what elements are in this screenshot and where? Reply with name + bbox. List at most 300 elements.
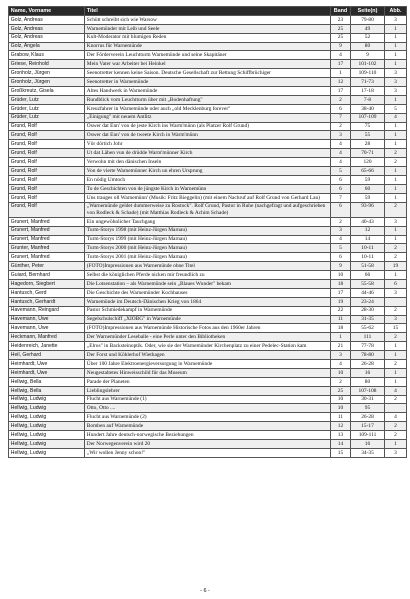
cell-title: Der Warnemünder Leseballe - eine Perle unter den Bibliotheken (85, 333, 331, 342)
table-row (9, 33, 407, 42)
cell-name: Grund, Rolf (9, 122, 85, 131)
cell-volume: 2 (331, 95, 351, 104)
cell-name: Hellwig, Ludwig (9, 448, 85, 457)
table-row (9, 167, 407, 176)
cell-name: Grunert, Manfred (9, 217, 85, 226)
table-row (9, 306, 407, 315)
table-row (9, 184, 407, 193)
cell-volume: 15 (331, 448, 351, 457)
cell-pages: 109-110 (351, 69, 385, 78)
cell-name: Grund, Rolf (9, 140, 85, 149)
cell-title: Uns trauges oll Warnemünn' (Musik: Fritz Bieggelin) (mit einem Nachruf auf Rolf Grund von Gerhard Lau) (85, 193, 331, 202)
cell-title: Altes Handwerk in Warnemünde (85, 87, 331, 96)
cell-pages: 120 (351, 158, 385, 167)
cell-name: Grüder, Lutz (9, 113, 85, 122)
table-row (9, 78, 407, 87)
cell-title: Pastor Schmiedekampf in Warnemünde (85, 306, 331, 315)
cell-title: To de Geschichten von de jüngste Kirch in Warnemünn (85, 184, 331, 193)
table-row (9, 226, 407, 235)
cell-name: Grund, Rolf (9, 184, 85, 193)
table-row (9, 271, 407, 280)
cell-volume: 25 (331, 33, 351, 42)
cell-figures (385, 297, 407, 306)
table-row (9, 104, 407, 113)
cell-name: Griese, Reinhold (9, 60, 85, 69)
cell-name: Golz, Andreas (9, 15, 85, 24)
cell-figures: 1 (385, 235, 407, 244)
table-row (9, 87, 407, 96)
cell-title: Der Norwegenverein wird 20 (85, 440, 331, 449)
cell-pages: 93-96 (351, 202, 385, 217)
cell-pages: 10-11 (351, 244, 385, 253)
cell-figures: 1 (385, 42, 407, 51)
cell-figures: 15 (385, 324, 407, 333)
cell-volume: 17 (331, 288, 351, 297)
table-row (9, 95, 407, 104)
cell-pages: 78-80 (351, 351, 385, 360)
cell-title: „Wir wollen Jenny schon!" (85, 448, 331, 457)
cell-figures: 2 (385, 158, 407, 167)
table-row (9, 324, 407, 333)
cell-name: Grund, Rolf (9, 167, 85, 176)
cell-name: Grund, Rolf (9, 175, 85, 184)
cell-name: Guiard, Bernhard (9, 271, 85, 280)
cell-title: Rundblick vom Leuchtturm über mit „Bodenhaftung" (85, 95, 331, 104)
cell-volume: 12 (331, 78, 351, 87)
cell-pages: 10-11 (351, 253, 385, 262)
cell-figures: 1 (385, 24, 407, 33)
cell-title: Seenotretter in Warnemünde (85, 78, 331, 87)
cell-name: Heimhardt, Uwe (9, 368, 85, 377)
cell-name: Grund, Rolf (9, 193, 85, 202)
cell-title: Warnemünder mit Leib und Seele (85, 24, 331, 33)
cell-figures: 2 (385, 244, 407, 253)
cell-name: Grüder, Lutz (9, 95, 85, 104)
cell-figures (385, 404, 407, 413)
table-row (9, 15, 407, 24)
cell-figures: 1 (385, 440, 407, 449)
cell-name: Günther, Peter (9, 262, 85, 271)
cell-figures: 3 (385, 288, 407, 297)
cell-title: Parade der Planeten (85, 377, 331, 386)
table-row (9, 217, 407, 226)
cell-volume: 10 (331, 368, 351, 377)
cell-title: Die Geschichte des Warnemünder Kochhauses (85, 288, 331, 297)
cell-title: „Elros" in Backsteinoptik. Oder, wie sie der Warnemünder Kirchenplatz zu einer Pedelec-Station kam (85, 342, 331, 351)
cell-title: Turm-Storys 1999 (mit Heinz-Jürgen Marnau) (85, 235, 331, 244)
cell-title: Die Lotsenstation – als Warnemünde sein „Blaues Wunder" bekam (85, 280, 331, 289)
cell-pages: 31-35 (351, 315, 385, 324)
cell-volume: 4 (331, 235, 351, 244)
header-title: Titel (85, 7, 331, 16)
cell-title: (FOTO)Impressionen aus Warnemünde ohne Titel (85, 262, 331, 271)
cell-name: Golz, Andreas (9, 24, 85, 33)
cell-name: Grund, Rolf (9, 202, 85, 217)
table-row (9, 24, 407, 33)
cell-name: Hellwig, Ludwig (9, 413, 85, 422)
cell-volume: 19 (331, 297, 351, 306)
cell-title: Oswer dat Enn' von de jeste Kirch ins Warm'münn (als Platzer Rolf Grund) (85, 122, 331, 131)
cell-pages: 107-108 (351, 386, 385, 395)
cell-title: Kreuzfahrer in Warnemünde oder auch „old Mecklenburg forever" (85, 104, 331, 113)
cell-title: Schütt schreibt sich wie Warsow (85, 15, 331, 24)
cell-figures: 1 (385, 351, 407, 360)
cell-volume: 23 (331, 15, 351, 24)
cell-pages: 52 (351, 33, 385, 42)
cell-pages: 28-30 (351, 306, 385, 315)
table-row (9, 342, 407, 351)
cell-name: Hellwig, Bella (9, 386, 85, 395)
cell-pages: 7-8 (351, 95, 385, 104)
cell-figures: 3 (385, 78, 407, 87)
cell-name: Hantusch, Gerd (9, 288, 85, 297)
cell-volume: 7 (331, 193, 351, 202)
cell-volume: 6 (331, 253, 351, 262)
cell-volume: 17 (331, 87, 351, 96)
cell-figures: 5 (385, 104, 407, 113)
cell-title: En nödig Umtoch (85, 175, 331, 184)
cell-figures: 19 (385, 262, 407, 271)
cell-pages: 55 (351, 131, 385, 140)
cell-name: Heimhardt, Uwe (9, 360, 85, 369)
table-row (9, 140, 407, 149)
table-row (9, 69, 407, 78)
table-row (9, 404, 407, 413)
cell-name: Grund, Rolf (9, 149, 85, 158)
cell-volume: 3 (331, 131, 351, 140)
cell-pages: 77-78 (351, 342, 385, 351)
cell-title: Flucht aus Warnemünde (2) (85, 413, 331, 422)
cell-pages: 49 (351, 24, 385, 33)
cell-volume: 1 (331, 333, 351, 342)
cell-name: Gronholz, Jürgen (9, 78, 85, 87)
cell-name: Hellwig, Ludwig (9, 404, 85, 413)
table-row (9, 413, 407, 422)
cell-figures: 3 (385, 448, 407, 457)
cell-name: Grunert, Manfred (9, 235, 85, 244)
cell-figures: 2 (385, 149, 407, 158)
cell-figures: 3 (385, 315, 407, 324)
cell-title: Segelschulschiff „XIOBG" in Warnemünde (85, 315, 331, 324)
cell-pages: 80 (351, 377, 385, 386)
cell-volume: 10 (331, 271, 351, 280)
cell-name: Grunter, Manfred (9, 244, 85, 253)
cell-volume: 25 (331, 386, 351, 395)
cell-name: Grüder, Lutz (9, 104, 85, 113)
cell-title: Seenotretter kennen keine Saison. Deutsche Gesellschaft zur Rettung Schiffbrüchiger (85, 69, 331, 78)
cell-title: Von de vierte Warnemünner Kirch un ehren Ursprung (85, 167, 331, 176)
cell-title: (FOTO)Impressionen aus Warnemünde Historische Fotos aus den 1960er Jahren (85, 324, 331, 333)
cell-title: Der Forst und Köhlerhof Wiethagen (85, 351, 331, 360)
cell-title: Ut dat Läben vun de drüdde Warm'münner Kirch (85, 149, 331, 158)
cell-name: Hellwig, Ludwig (9, 431, 85, 440)
cell-figures: 3 (385, 15, 407, 24)
table-row (9, 351, 407, 360)
header-pages: Seite(n) (351, 7, 385, 16)
cell-title: Selbst die königlichen Pferde nicken mir freundlich zu (85, 271, 331, 280)
cell-volume: 25 (331, 24, 351, 33)
cell-volume: 7 (331, 113, 351, 122)
table-row (9, 360, 407, 369)
cell-title: Oswer dat Enn' von de tweete Kirch in Warm'münn (85, 131, 331, 140)
cell-pages: 40-43 (351, 217, 385, 226)
cell-pages: 14 (351, 235, 385, 244)
cell-pages: 51-58 (351, 262, 385, 271)
table-row (9, 262, 407, 271)
cell-figures: 3 (385, 87, 407, 96)
cell-title: Bomben auf Warnemünde (85, 422, 331, 431)
table-row (9, 440, 407, 449)
cell-volume: 17 (331, 60, 351, 69)
cell-volume: 2 (331, 217, 351, 226)
table-row (9, 386, 407, 395)
cell-pages: 16 (351, 368, 385, 377)
cell-pages: 79-80 (351, 15, 385, 24)
cell-figures: 3 (385, 69, 407, 78)
cell-figures: 2 (385, 306, 407, 315)
cell-name: Hellwig, Bella (9, 377, 85, 386)
cell-volume: 4 (331, 149, 351, 158)
cell-figures: 1 (385, 342, 407, 351)
cell-volume: 13 (331, 431, 351, 440)
cell-volume: 2 (331, 377, 351, 386)
cell-pages: 60 (351, 184, 385, 193)
cell-name: Grund, Rolf (9, 131, 85, 140)
cell-name: Havemann, Uwe (9, 315, 85, 324)
cell-pages: 95 (351, 404, 385, 413)
cell-volume: 14 (331, 440, 351, 449)
header-figures: Abb. (385, 7, 407, 16)
cell-name: Hagedorn, Siegbert (9, 280, 85, 289)
cell-figures: 2 (385, 202, 407, 217)
table-row (9, 60, 407, 69)
cell-figures: 4 (385, 113, 407, 122)
cell-volume: 5 (331, 167, 351, 176)
cell-volume: 6 (331, 175, 351, 184)
cell-pages: 26-28 (351, 360, 385, 369)
cell-pages: 23-24 (351, 297, 385, 306)
cell-title: Knorrus für Warnemünde (85, 42, 331, 51)
cell-figures: 2 (385, 422, 407, 431)
cell-title: Verwohn mit den dänischen Inseln (85, 158, 331, 167)
table-row (9, 288, 407, 297)
table-row (9, 368, 407, 377)
cell-volume: 1 (331, 69, 351, 78)
cell-figures: 1 (385, 140, 407, 149)
table-row (9, 235, 407, 244)
cell-pages: 65-66 (351, 167, 385, 176)
cell-figures: 1 (385, 95, 407, 104)
cell-figures: 1 (385, 122, 407, 131)
cell-name: Grabow, Klaus (9, 51, 85, 60)
cell-volume: 22 (331, 306, 351, 315)
header-name: Name, Vorname (9, 7, 85, 16)
table-header-row (9, 7, 407, 16)
cell-volume: 4 (331, 360, 351, 369)
cell-figures: 1 (385, 271, 407, 280)
cell-pages: 55-58 (351, 280, 385, 289)
cell-volume: 11 (331, 315, 351, 324)
cell-title: Turm-Storys 1998 (mit Heinz-Jürgen Marnau) (85, 226, 331, 235)
cell-title: „Einigung" mit neuem Antlitz (85, 113, 331, 122)
cell-volume: 3 (331, 351, 351, 360)
cell-title: Warnemünde im Deutsch-Dänischen Krieg von 1864 (85, 297, 331, 306)
cell-name: Großkreutz, Gisela (9, 87, 85, 96)
cell-pages: 66 (351, 271, 385, 280)
cell-volume: 21 (331, 342, 351, 351)
cell-title: Über 100 Jahre Elektroenergieversorgung in Warnemünde (85, 360, 331, 369)
cell-figures: 1 (385, 184, 407, 193)
cell-title: Otto, Otto .... (85, 404, 331, 413)
cell-name: Hellwig, Ludwig (9, 422, 85, 431)
table-row (9, 202, 407, 217)
cell-volume: 5 (331, 244, 351, 253)
cell-figures: 4 (385, 386, 407, 395)
cell-pages: 109-111 (351, 431, 385, 440)
cell-title: Mein Vater war Arbeiter bei Heinkel (85, 60, 331, 69)
cell-title: Kult-Moderator mit blumigen Reden (85, 33, 331, 42)
table-row (9, 244, 407, 253)
cell-title: Der Förderverein Leuchtturm Warnemünde und seine Skapitäner (85, 51, 331, 60)
cell-pages: 17-18 (351, 87, 385, 96)
table-row (9, 193, 407, 202)
cell-figures: 1 (385, 33, 407, 42)
cell-name: Grunert, Manfred (9, 226, 85, 235)
cell-figures: 6 (385, 280, 407, 289)
cell-pages: 26-28 (351, 413, 385, 422)
cell-figures: 2 (385, 360, 407, 369)
table-row (9, 395, 407, 404)
cell-volume: 9 (331, 262, 351, 271)
cell-pages: 59 (351, 175, 385, 184)
cell-name: Grund, Rolf (9, 158, 85, 167)
cell-pages: 55-62 (351, 324, 385, 333)
table-row (9, 377, 407, 386)
cell-figures: 2 (385, 253, 407, 262)
cell-pages: 34-35 (351, 448, 385, 457)
cell-title: Turm-Storys 2000 (mit Heinz-Jürgen Marnau) (85, 244, 331, 253)
cell-name: Hellwig, Ludwig (9, 395, 85, 404)
cell-figures: 1 (385, 226, 407, 235)
cell-volume: 10 (331, 404, 351, 413)
cell-volume: 3 (331, 226, 351, 235)
cell-volume: 6 (331, 202, 351, 217)
cell-volume: 10 (331, 395, 351, 404)
cell-name: Heckmann, Manfred (9, 333, 85, 342)
cell-volume: 6 (331, 184, 351, 193)
table-row (9, 158, 407, 167)
cell-volume: 12 (331, 422, 351, 431)
cell-title: Vör dörtich Johr (85, 140, 331, 149)
header-volume: Band (331, 7, 351, 16)
table-row (9, 175, 407, 184)
cell-name: Golz, Angela (9, 42, 85, 51)
cell-title: Lieblingslehrer (85, 386, 331, 395)
cell-name: Hellwig, Ludwig (9, 440, 85, 449)
cell-name: Heidenreich, Janette (9, 342, 85, 351)
cell-name: Havemann, Reingard (9, 306, 85, 315)
cell-name: Golz, Andreas (9, 33, 85, 42)
cell-figures: 2 (385, 333, 407, 342)
table-row (9, 448, 407, 457)
cell-figures: 1 (385, 377, 407, 386)
table-row (9, 315, 407, 324)
page-number: - 6 - (200, 588, 210, 594)
cell-name: Heil, Gerhard (9, 351, 85, 360)
table-row (9, 297, 407, 306)
cell-pages: 38-40 (351, 104, 385, 113)
cell-volume: 18 (331, 280, 351, 289)
cell-volume: 6 (331, 104, 351, 113)
cell-figures: 4 (385, 413, 407, 422)
cell-pages: 111 (351, 333, 385, 342)
cell-name: Gronholz, Jürgen (9, 69, 85, 78)
table-body (9, 15, 407, 457)
cell-name: Hantusch, Gerhardt (9, 297, 85, 306)
cell-figures: 2 (385, 431, 407, 440)
table-row (9, 149, 407, 158)
cell-volume: 4 (331, 140, 351, 149)
cell-volume: 11 (331, 413, 351, 422)
cell-pages: 59 (351, 193, 385, 202)
cell-pages: 15-17 (351, 422, 385, 431)
cell-figures: 1 (385, 193, 407, 202)
table-row (9, 422, 407, 431)
cell-pages: 9 (351, 51, 385, 60)
cell-title: „Warnemünde geldet dummerweise zu Rostock". Rolf Grund, Pastor in Ruhe (nachgefragt und aufgeschrieben von Rodleck & Schade) (mit Matthias Rodleck & Achim Schade) (85, 202, 331, 217)
cell-volume: 9 (331, 42, 351, 51)
cell-volume: 18 (331, 324, 351, 333)
cell-title: Neugestaltetes Hinweisschild für das Museum (85, 368, 331, 377)
table-row (9, 113, 407, 122)
cell-pages: 101-102 (351, 60, 385, 69)
cell-pages: 107-109 (351, 113, 385, 122)
cell-title: Turm-Storys 2001 (mit Heinz-Jürgen Marnau) (85, 253, 331, 262)
cell-figures: 1 (385, 131, 407, 140)
cell-figures: 1 (385, 51, 407, 60)
cell-name: Grunert, Manfred (9, 253, 85, 262)
table-row (9, 333, 407, 342)
cell-pages: 16 (351, 440, 385, 449)
table-row (9, 280, 407, 289)
cell-figures: 3 (385, 217, 407, 226)
cell-pages: 75 (351, 122, 385, 131)
table-row (9, 431, 407, 440)
cell-pages: 44-46 (351, 288, 385, 297)
cell-title: Flucht aus Warnemünde (1) (85, 395, 331, 404)
cell-pages: 71-73 (351, 78, 385, 87)
table-row (9, 51, 407, 60)
cell-figures: 1 (385, 175, 407, 184)
cell-pages: 30-31 (351, 395, 385, 404)
cell-pages: 28 (351, 140, 385, 149)
cell-figures: 1 (385, 167, 407, 176)
cell-figures: 1 (385, 60, 407, 69)
cell-name: Havemann, Uwe (9, 324, 85, 333)
table-row (9, 131, 407, 140)
cell-title: Ein ungewöhnlicher Tauchgang (85, 217, 331, 226)
cell-pages: 70-71 (351, 149, 385, 158)
cell-figures: 1 (385, 368, 407, 377)
author-index-table (8, 6, 407, 458)
cell-volume: 2 (331, 122, 351, 131)
cell-figures: 2 (385, 395, 407, 404)
table-row (9, 42, 407, 51)
cell-pages: 12 (351, 226, 385, 235)
cell-volume: 4 (331, 158, 351, 167)
table-row (9, 253, 407, 262)
cell-pages: 80 (351, 42, 385, 51)
